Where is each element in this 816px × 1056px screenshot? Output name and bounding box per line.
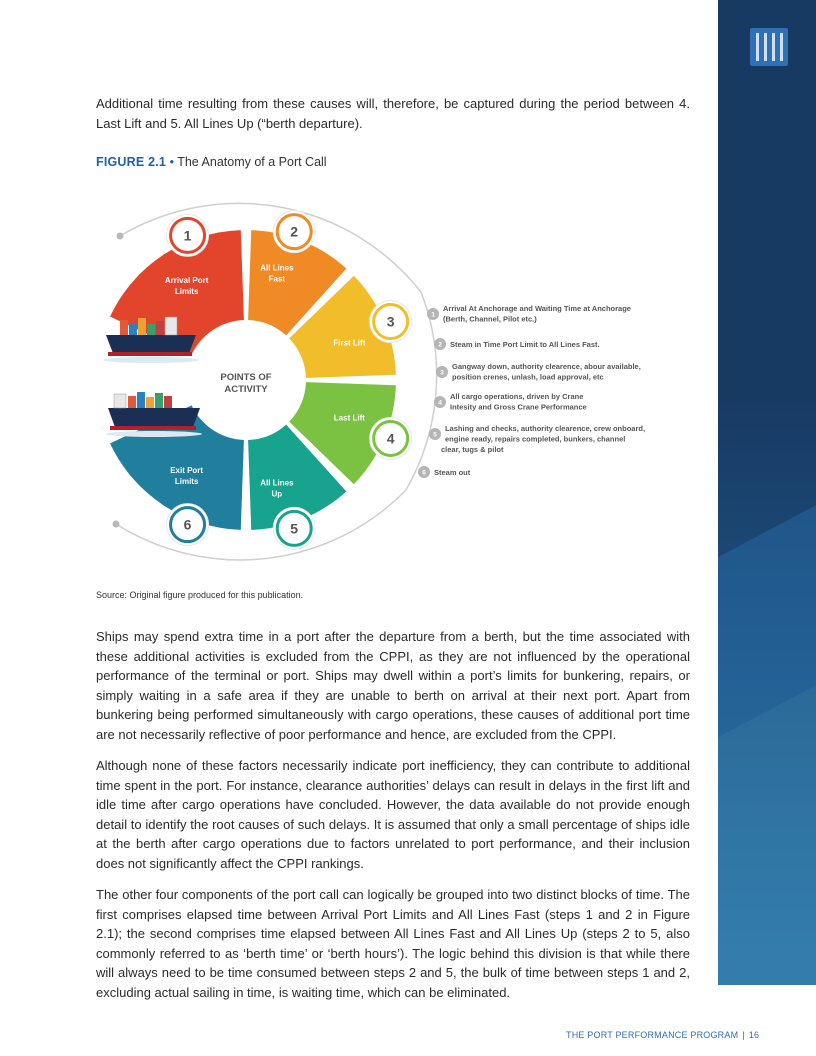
petal-label-1: Arrival Port <box>164 276 209 286</box>
center-label-line2: ACTIVITY <box>224 384 268 395</box>
step-dot-label-5: 5 <box>433 431 437 439</box>
petal-label-5-line2: Up <box>271 489 283 499</box>
step-text-5-line3: clear, tugs & pilot <box>441 445 504 454</box>
step-text-5-line2: engine ready, repairs completed, bunkers, channel <box>445 434 626 444</box>
step-dot-label-3: 3 <box>440 369 444 377</box>
step-text-2-line1: Steam in Time Port Limit to All Lines Fast. <box>450 340 600 349</box>
petal-label-5: All Lines <box>260 478 294 488</box>
step-text-4-line2: Intesity and Gross Crane Performance <box>450 402 587 412</box>
step-text-3-line2: position crenes, unlash, load approval, etc <box>452 372 604 382</box>
arc-endpoint-dot <box>113 521 120 528</box>
step-dot-label-2: 2 <box>438 341 442 349</box>
port-call-diagram <box>96 180 696 580</box>
footer-separator: | <box>742 1030 745 1040</box>
page-footer <box>566 1030 759 1040</box>
figure-number: FIGURE 2.1 <box>96 155 167 169</box>
page-number: 16 <box>748 1030 760 1040</box>
number-badge-label-5: 5 <box>290 520 299 537</box>
step-text-3-line1: Gangway down, authority clearence, abour available, <box>452 362 641 371</box>
step-dot-label-6: 6 <box>422 469 426 477</box>
steps-list <box>416 300 645 478</box>
container-logo-icon <box>750 28 788 66</box>
source-note: Source: Original figure produced for this publication. <box>96 590 304 600</box>
petal-label-2: All Lines <box>260 263 294 273</box>
decorative-side-band <box>718 0 816 985</box>
body-paragraph-2: Although none of these factors necessarily indicate port inefficiency, they can contribute to additional time spent in the port. For instance, clearance authorities’ delays can result in delays in the first lift and idle time after cargo operations have concluded. However, the data available do not provide enough detail to identify the root causes of such delays. It is assumed that only a small percentage of ships idle at the berth after cargo operations due to factors unrelated to port performance, and their inclusion does not significantly affect the CPPI rankings. <box>96 758 690 871</box>
figure-bullet: • <box>169 155 174 169</box>
arc-endpoint-dot <box>117 233 124 240</box>
step-dot-label-4: 4 <box>438 399 442 407</box>
figure-caption <box>96 155 327 169</box>
petal-label-2-line2: Fast <box>268 274 286 284</box>
petal-label-1-line2: Limits <box>174 287 199 297</box>
body-paragraph-3: The other four components of the port call can logically be grouped into two distinct blocks of time. The first comprises elapsed time between Arrival Port Limits and All Lines Fast (steps 1 and 2 in Figure 2.1); the second comprises time elapsed between All Lines Fast and All Lines Up (steps 2 to 5, also commonly referred to as ‘berth time’ or ‘berth hours’). The logic behind this division is that while there will always need to be time consumed between steps 2 and 5, the bulk of time between steps 1 and 2, excluding actual sailing in time, is waiting time, which can be eliminated. <box>96 887 690 1000</box>
petal-label-6: Exit Port <box>170 465 204 475</box>
petal-label-6-line2: Limits <box>174 476 199 486</box>
body-paragraph-1: Ships may spend extra time in a port after the departure from a berth, but the time associated with these additional activities is excluded from the CPPI, as they are not influenced by the operational performance of the terminal or port. Ships may dwell within a port’s limits for bunkering, repairs, or simply waiting in a safe area if they are unable to berth on arrival at their next port. Apart from bunkering being performed simultaneously with cargo operations, these causes of additional port time are not necessarily reflective of poor performance and hence, are excluded from the CPPI. <box>96 629 690 742</box>
figure-title: The Anatomy of a Port Call <box>177 155 327 169</box>
intro-paragraph: Additional time resulting from these causes will, therefore, be captured during the period between 4. Last Lift and 5. All Lines Up (“berth departure). <box>96 96 690 131</box>
step-text-5-line1: Lashing and checks, authority clearence, crew onboard, <box>445 424 646 433</box>
number-badge-label-4: 4 <box>386 430 395 447</box>
step-dot-label-1: 1 <box>431 311 435 319</box>
number-badge-label-2: 2 <box>290 223 299 240</box>
number-badge-label-6: 6 <box>183 516 192 533</box>
number-badge-label-1: 1 <box>183 227 192 244</box>
step-text-1-line2: (Berth, Channel, Pilot etc.) <box>443 314 537 324</box>
petal-label-3: First Lift <box>333 338 366 348</box>
step-text-1-line1: Arrival At Anchorage and Waiting Time at Anchorage <box>443 304 631 313</box>
petal-label-4: Last Lift <box>333 413 365 423</box>
number-badge-label-3: 3 <box>386 313 395 330</box>
step-text-4-line1: All cargo operations, driven by Crane <box>450 392 584 401</box>
footer-program-name: THE PORT PERFORMANCE PROGRAM <box>566 1030 739 1040</box>
center-label-line1: POINTS OF <box>220 372 272 383</box>
step-text-6-line1: Steam out <box>434 468 471 477</box>
